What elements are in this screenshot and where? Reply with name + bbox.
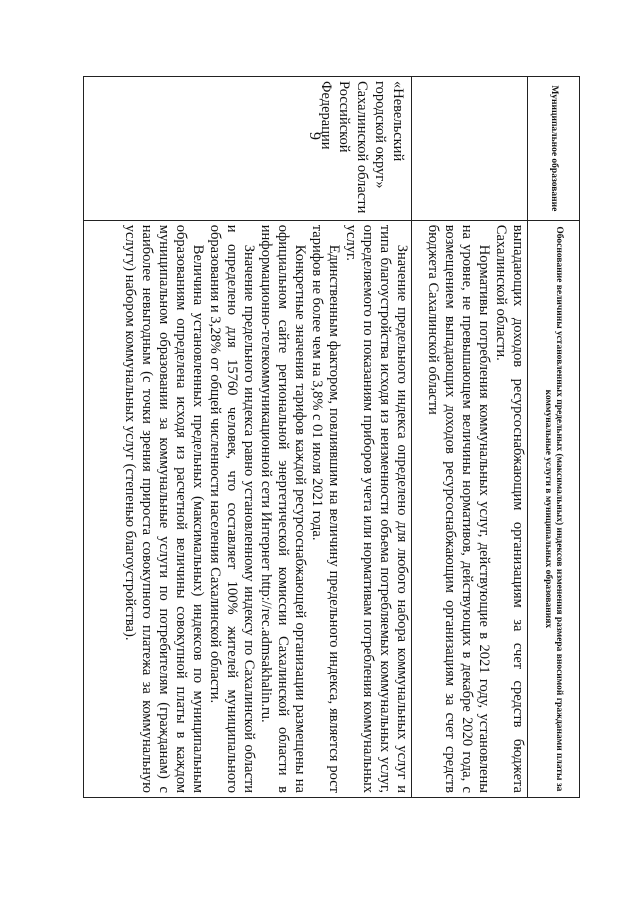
paragraph: Единственным фактором, повлиявшим на величину предельного индекса, является рост тарифов не более чем на 3,8% с 01 июля 2021 года. [309, 224, 342, 793]
paragraph: Значение предельного индекса равно установленному индексу по Сахалинской области и определено для 15760 человек, что составляет 100% жителей муниципального образования и 3,28% от общей численности населения Сахалинской области. [207, 224, 257, 793]
table-row [84, 77, 412, 798]
page-number: 9 [306, 132, 323, 140]
justification-cell [412, 220, 528, 797]
paragraph: Конкретные значения тарифов каждой ресурсоснабжающей организации размещены на официальном сайте региональной энергетической комиссии Сахалинской области в информационно-телекоммуникационной сети Интернет http://rec.admsakhalin.ru. [258, 224, 308, 793]
paragraph: выпадающих доходов ресурсоснабжающим организациям за счет средств бюджета Сахалинской области. [493, 224, 526, 793]
header-justification: Обоснование величины установленных предельных (максимальных) индексов изменения размера вносимой гражданами платы за коммунальные услуги в муниципальных образованиях [528, 220, 580, 797]
paragraph: Нормативы потребления коммунальных услуг, действующие в 2021 году, установлены на уровне, не превышающем величины нормативов, действующих в декабре 2020 года, с возмещением выпадающих доходов ресурсоснабжающим организациям за счет средств бюджета Сахалинской области [425, 224, 492, 793]
table-header-row [528, 77, 580, 798]
paragraph: Величина установленных предельных (максимальных) индексов по муниципальным образованиям определена исходя из расчетной величины совокупной платы в каждом муниципальном образовании за коммунальные услуги по потребителям (гражданам) с наиболее невыгодным (с точки зрения прироста совокупного платежа за коммунальную услугу) набором коммунальных услуг (степенью благоустройства). [122, 224, 206, 793]
header-municipality: Муниципальное образование [528, 77, 580, 221]
paragraph: Значение предельного индекса определено для любого набора коммунальных услуг и типа благоустройства исходя из неизменности объема потребляемых коммунальных услуг, определяемого по показаниям приборов учета или нормативам потребления коммунальных услуг. [343, 224, 410, 793]
document-sheet [83, 76, 580, 798]
municipality-cell: «Невельский городской округ» Сахалинской области Российской Федерации [84, 77, 412, 221]
table-row [412, 77, 528, 798]
justification-cell [84, 220, 412, 797]
indices-table [83, 76, 580, 798]
municipality-cell-empty [412, 77, 528, 221]
